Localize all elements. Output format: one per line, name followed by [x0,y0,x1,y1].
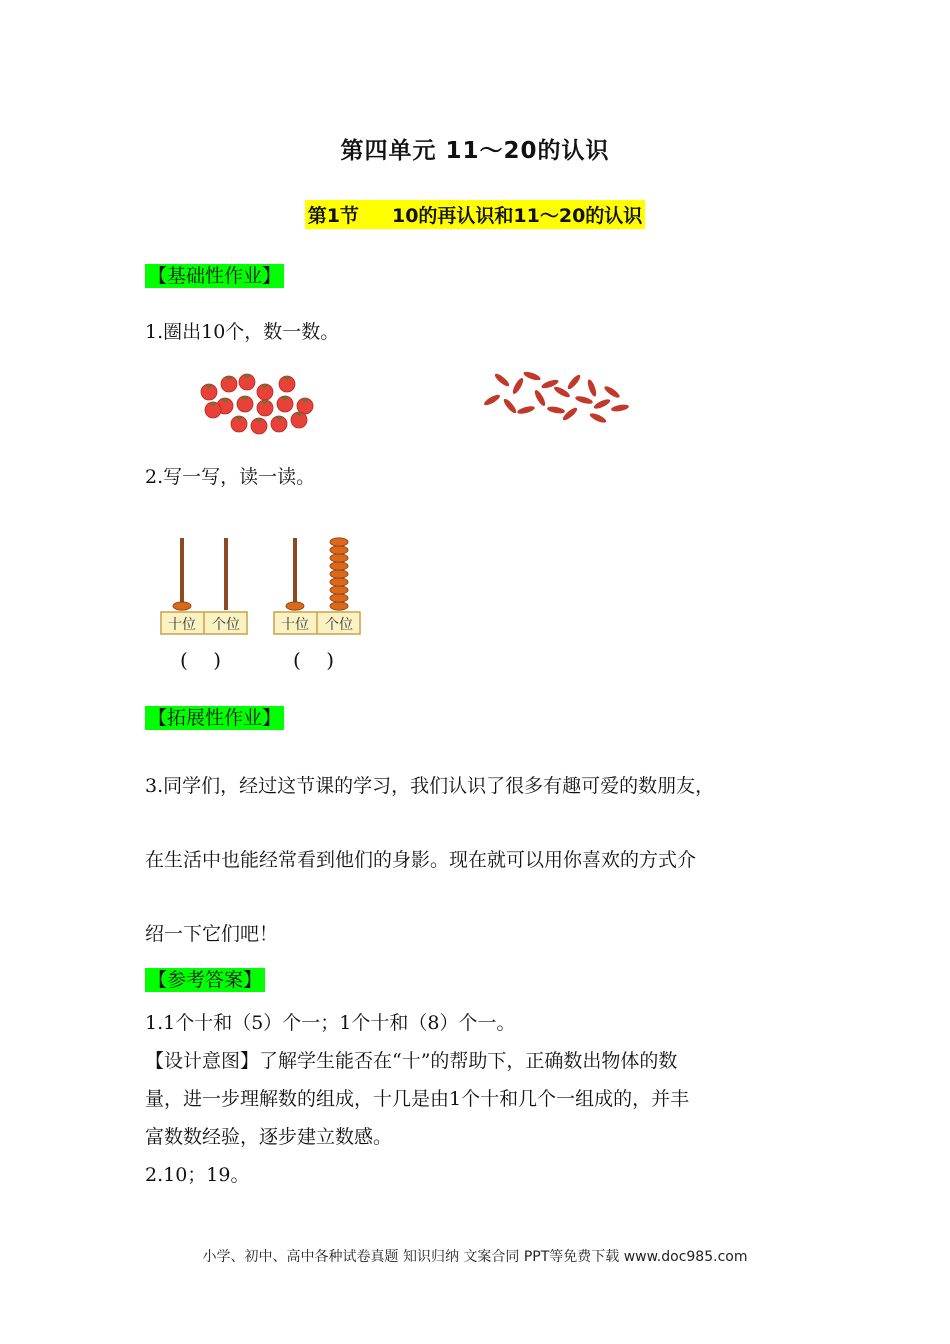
abacus-bead [330,602,348,610]
pepper[interactable] [493,372,511,388]
tens-rod [180,538,184,610]
question-1: 1.圈出10个，数一数。 [145,321,340,343]
abacus-bead [330,578,348,586]
abacus-bead [330,546,348,554]
pepper[interactable] [533,389,547,408]
pepper[interactable] [517,405,536,415]
design-intent-line-3: 富数数经验，逐步建立数感。 [145,1126,393,1148]
abacus-bead [330,562,348,570]
pepper[interactable] [523,370,542,382]
abacus-1-answer-blank[interactable]: ( ) [180,648,222,672]
ones-place-label: 个位 [325,617,353,633]
answer-1: 1.1个十和（5）个一；1个十和（8）个一。 [145,1012,516,1034]
design-intent-line-1: 【设计意图】了解学生能否在“十”的帮助下，正确数出物体的数 [145,1050,678,1072]
question-2: 2.写一写，读一读。 [145,466,316,488]
basic-homework-tag-wrap [145,263,284,289]
section-subtitle-wrap [0,200,950,229]
footer-text: 小学、初中、高中各种试卷真题 知识归纳 文案合同 PPT等免费下载 www.doc985.com [202,1249,748,1265]
pepper[interactable] [547,405,566,414]
pepper[interactable] [566,373,582,391]
question-3-line-1: 3.同学们，经过这节课的学习，我们认识了很多有趣可爱的数朋友， [145,775,715,797]
abacus-bead [330,570,348,578]
question-3-line-2: 在生活中也能经常看到他们的身影。现在就可以用你喜欢的方式介 [145,849,697,871]
pepper[interactable] [575,395,594,405]
tens-place-label: 十位 [168,617,196,633]
section-subtitle: 第1节 10的再认识和11～20的认识 [305,200,646,229]
pepper[interactable] [561,406,579,422]
abacus-1 [160,530,250,640]
pepper[interactable] [511,377,525,396]
question-3-line-3: 绍一下它们吧！ [145,923,279,945]
design-intent-line-2: 量，进一步理解数的组成，十几是由1个十和几个一组成的，并丰 [145,1088,690,1110]
pepper[interactable] [593,397,612,410]
pepper[interactable] [589,411,608,424]
abacus-bead [286,602,304,610]
abacus-bead [173,602,191,610]
answer-2: 2.10；19。 [145,1164,250,1186]
pepper[interactable] [611,403,630,412]
basic-homework-tag: 【基础性作业】 [145,264,284,288]
pepper[interactable] [603,384,621,399]
pepper-group-image [480,362,635,430]
ones-rod [224,538,228,610]
extended-homework-tag-wrap [145,705,284,731]
abacus-bead [330,586,348,594]
tens-rod [293,538,297,610]
abacus-2-answer-blank[interactable]: ( ) [293,648,335,672]
ones-place-label: 个位 [212,617,240,633]
tomato-group-image [195,370,320,440]
answer-tag-wrap [145,967,265,993]
abacus-bead [330,594,348,602]
extended-homework-tag: 【拓展性作业】 [145,706,284,730]
unit-title: 第四单元 11～20的认识 [340,138,610,164]
pepper[interactable] [483,393,502,407]
abacus-bead [330,538,348,546]
abacus-2 [273,530,363,640]
pepper[interactable] [502,397,518,415]
tens-place-label: 十位 [281,617,309,633]
pepper[interactable] [586,379,598,398]
abacus-bead [330,554,348,562]
answer-tag: 【参考答案】 [145,968,265,992]
